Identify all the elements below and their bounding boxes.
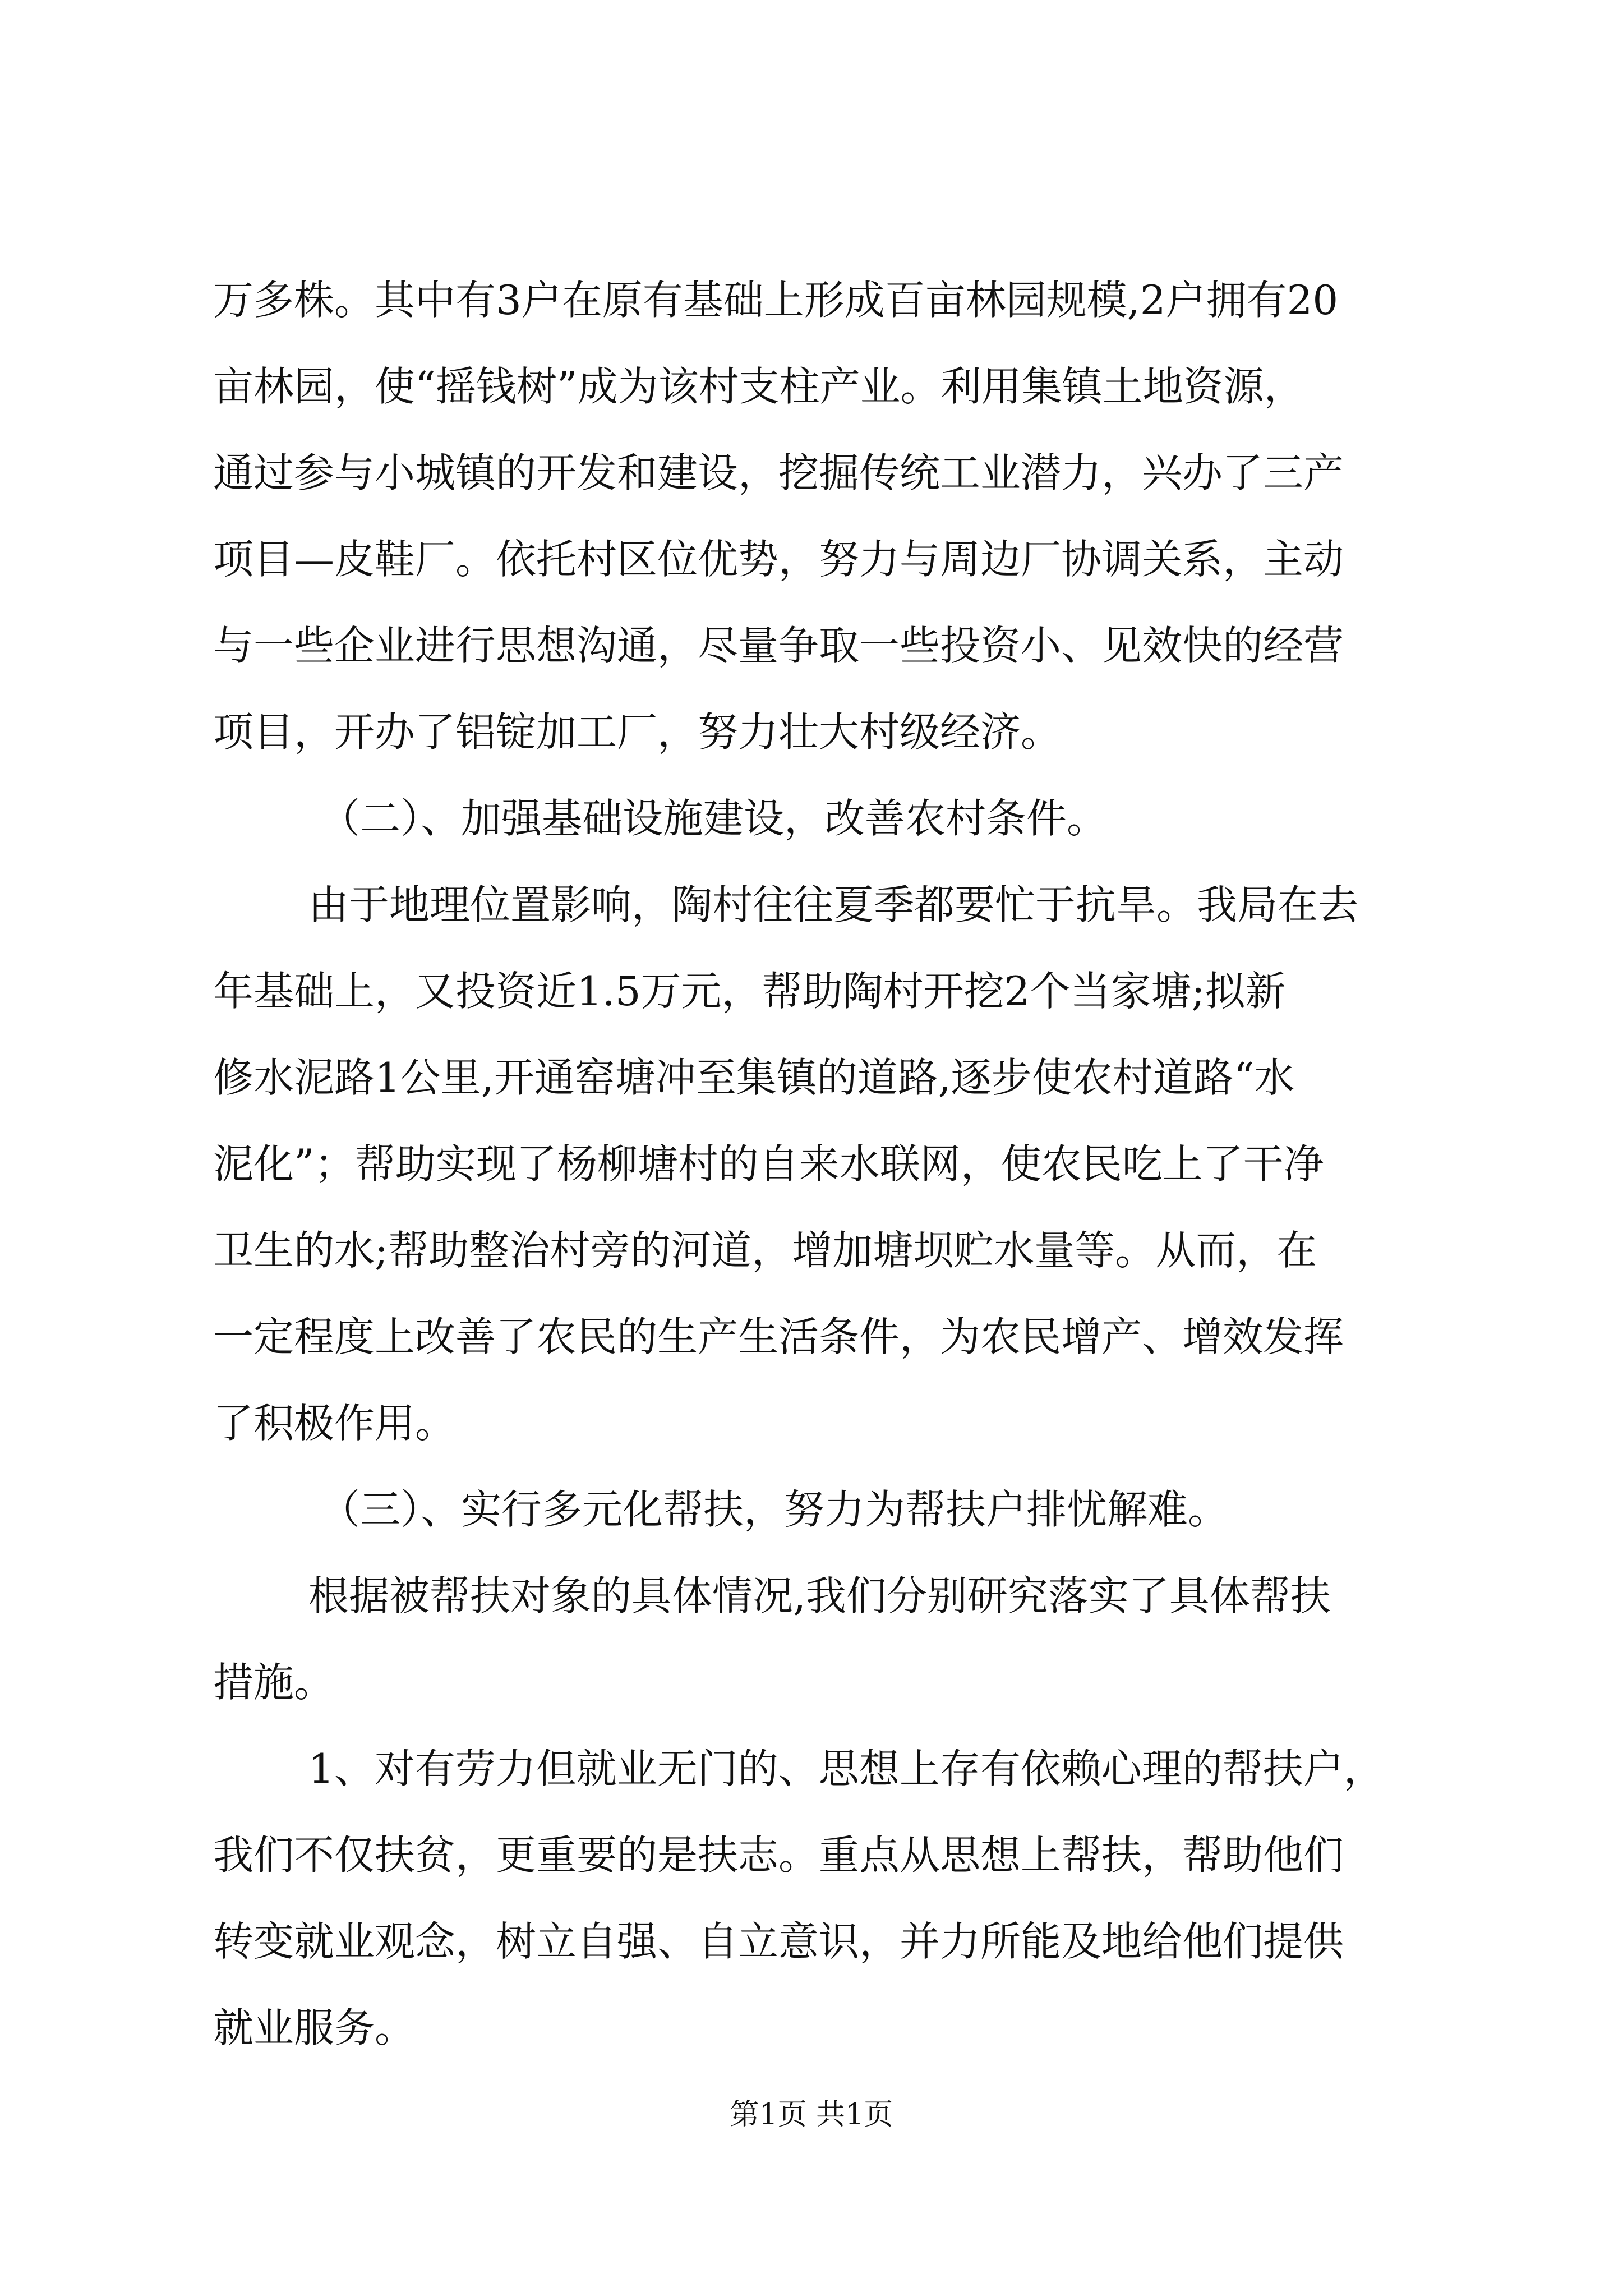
- body-line: 一定程度上改善了农民的生产生活条件，为农民增产、增效发挥: [213, 1313, 1344, 1360]
- body-line: 通过参与小城镇的开发和建设，挖掘传统工业潜力，兴办了三产: [213, 449, 1344, 496]
- paragraph-start-line: 由于地理位置影响，陶村往往夏季都要忙于抗旱。我局在去: [308, 881, 1359, 928]
- list-item-1-line: 1、对有劳力但就业无门的、思想上存有依赖心理的帮扶户，: [308, 1745, 1384, 1792]
- body-line: 措施。: [213, 1659, 335, 1706]
- body-line: 项目—皮鞋厂。依托村区位优势，努力与周边厂协调关系，主动: [213, 536, 1344, 583]
- paragraph-start-line: 根据被帮扶对象的具体情况,我们分别研究落实了具体帮扶: [308, 1572, 1331, 1619]
- document-body: [213, 257, 1424, 2071]
- body-line: 修水泥路1公里,开通窑塘冲至集镇的道路,逐步使农村道路“水: [213, 1054, 1295, 1101]
- page-number-footer: 第1页 共1页: [730, 2098, 893, 2132]
- body-line: 了积极作用。: [213, 1400, 456, 1447]
- body-line: 就业服务。: [213, 2004, 416, 2051]
- body-line: 卫生的水;帮助整治村旁的河道，增加塘坝贮水量等。从而，在: [213, 1227, 1317, 1274]
- body-line: 我们不仅扶贫，更重要的是扶志。重点从思想上帮扶，帮助他们: [213, 1832, 1344, 1879]
- body-line: 项目，开办了铝锭加工厂，努力壮大村级经济。: [213, 708, 1062, 756]
- body-line: 转变就业观念，树立自强、自立意识，并力所能及地给他们提供: [213, 1918, 1344, 1965]
- section-heading-2: （二）、加强基础设施建设，改善农村条件。: [320, 795, 1108, 842]
- section-heading-3: （三）、实行多元化帮扶，努力为帮扶户排忧解难。: [320, 1486, 1229, 1533]
- body-line: 与一些企业进行思想沟通，尽量争取一些投资小、见效快的经营: [213, 622, 1344, 669]
- body-line: 年基础上，又投资近1.5万元，帮助陶村开挖2个当家塘;拟新: [213, 968, 1286, 1015]
- body-line: 亩林园，使“摇钱树”成为该村支柱产业。利用集镇土地资源，: [213, 363, 1304, 410]
- body-line: 泥化”；帮助实现了杨柳塘村的自来水联网，使农民吃上了干净: [213, 1140, 1324, 1188]
- body-line: 万多株。其中有3户在原有基础上形成百亩林园规模,2户拥有20: [213, 277, 1339, 324]
